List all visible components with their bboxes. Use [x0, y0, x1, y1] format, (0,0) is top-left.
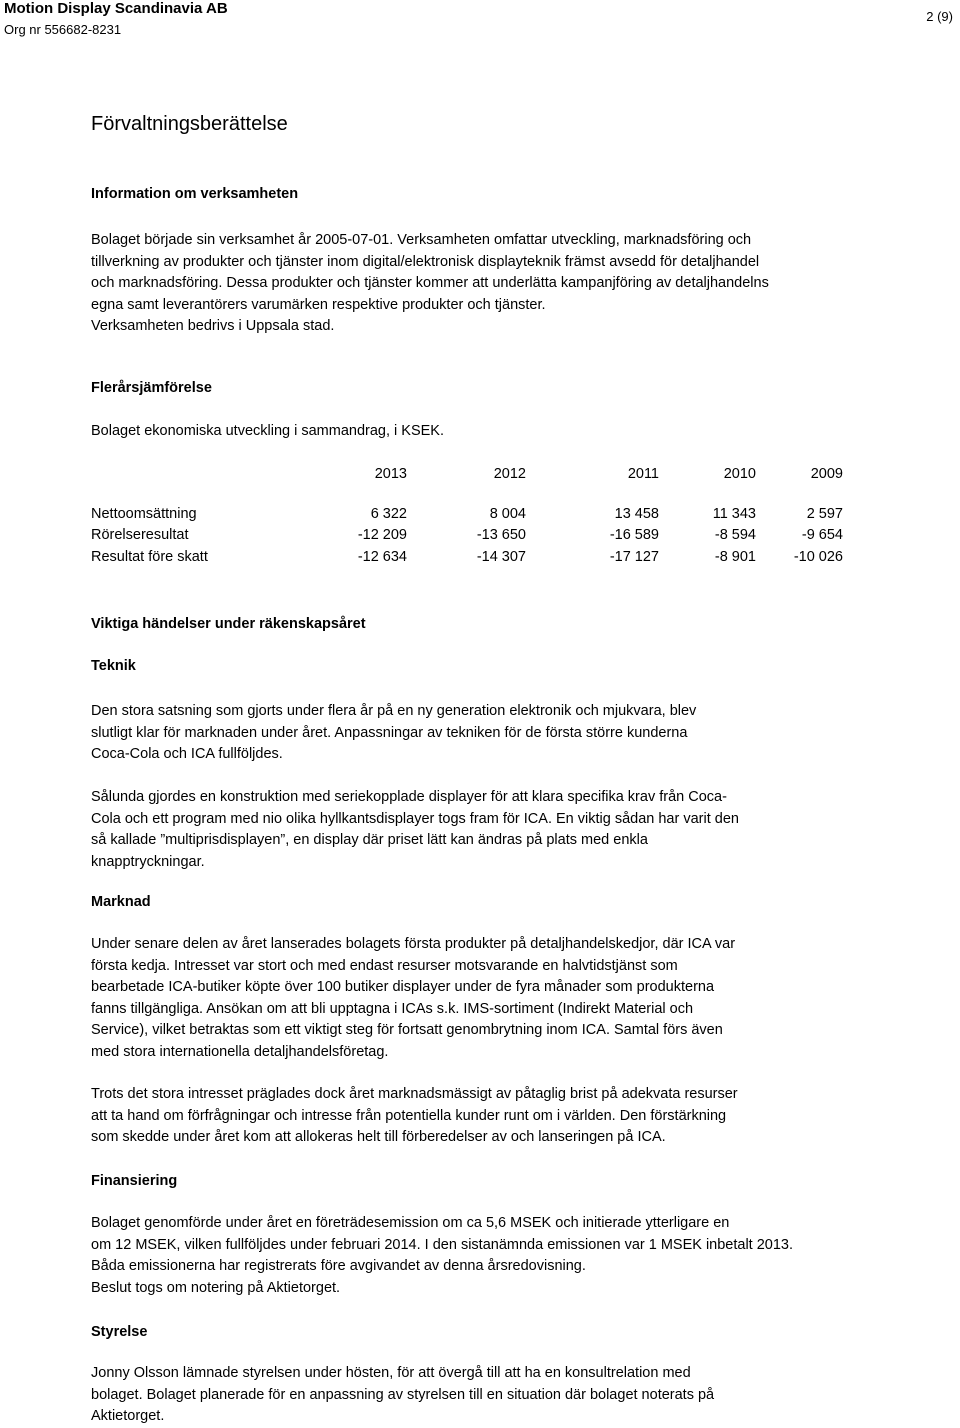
- table-cell: -17 127: [609, 548, 659, 565]
- table-cell: 2 597: [806, 505, 843, 522]
- text-line: att ta hand om förfrågningar och intresse från potentiella kunder runt om i världen. Den förstärkning: [91, 1107, 727, 1124]
- text-line: om 12 MSEK, vilken fullföljdes under februari 2014. I den sistanämnda emissionen var 1 MSEK inbetalt 2013.: [91, 1236, 794, 1253]
- text-line: slutligt klar för marknaden under året. Anpassningar av tekniken för de första större kunderna: [91, 724, 688, 741]
- text-line: första kedja. Intresset var stort och med endast resurser motsvarande en halvtidstjänst som: [91, 957, 678, 974]
- table-row: [91, 546, 843, 568]
- text-line: Aktietorget.: [91, 1408, 165, 1425]
- page-title: Förvaltningsberättelse: [91, 113, 288, 135]
- table-cell: 6 322: [370, 505, 407, 522]
- subheading-styrelse: Styrelse: [91, 1324, 148, 1340]
- year-header: 2010: [723, 466, 756, 482]
- styrelse-paragraph: [91, 1363, 714, 1428]
- row-label: Nettoomsättning: [91, 505, 197, 522]
- table-cell: -9 654: [801, 527, 843, 544]
- text-line: Bolaget ekonomiska utveckling i sammandrag, i KSEK.: [91, 423, 445, 439]
- table-cell: -14 307: [476, 548, 526, 565]
- text-line: Under senare delen av året lanserades bolagets första produkter på detaljhandelskedjor, där ICA var: [91, 936, 736, 952]
- text-line: egna samt leverantörers varumärken respektive produkter och tjänster.: [91, 296, 546, 313]
- text-line: Jonny Olsson lämnade styrelsen under hösten, för att övergå till att ha en konsultrelation med: [91, 1365, 691, 1381]
- table-cell: 8 004: [489, 505, 526, 522]
- text-line: knapptryckningar.: [91, 853, 205, 870]
- year-header: 2011: [627, 466, 659, 482]
- text-line: och marknadsföring. Dessa produkter och tjänster kommer att underlätta kampanjföring av detaljhandelns: [91, 275, 769, 292]
- finansiering-paragraph: [91, 1213, 793, 1299]
- text-line: Verksamheten bedrivs i Uppsala stad.: [91, 318, 335, 335]
- section-heading-flerars: Flerårsjämförelse: [91, 380, 212, 396]
- table-cell: -8 901: [714, 548, 756, 565]
- table-cell: -8 594: [714, 527, 756, 544]
- org-number: Org nr 556682-8231: [4, 22, 122, 37]
- year-header: 2009: [810, 466, 843, 482]
- teknik-paragraph-1: [91, 701, 696, 766]
- table-cell: -16 589: [609, 527, 659, 544]
- text-line: Cola och ett program med nio olika hyllkantsdisplayer togs fram för ICA. En viktig sådan har varit den: [91, 810, 739, 827]
- row-label: Resultat före skatt: [91, 548, 208, 565]
- text-line: Bolaget genomförde under året en företrädesemission om ca 5,6 MSEK och initierade ytterligare en: [91, 1215, 730, 1231]
- subheading-marknad: Marknad: [91, 894, 151, 910]
- text-line: Trots det stora intresset präglades dock året marknadsmässigt av påtaglig brist på adekvata resurser: [91, 1086, 738, 1102]
- text-line: Båda emissionerna har registrerats före avgivandet av denna årsredovisning.: [91, 1258, 586, 1275]
- text-line: som skedde under året kom att allokeras helt till förberedelser av och lanseringen på ICA.: [91, 1129, 666, 1146]
- text-line: Service), vilket betraktas som ett viktigt steg för fortsatt genombrytning inom ICA. Samtal förs även: [91, 1022, 723, 1039]
- text-line: så kallade ”multiprisdisplayen”, en display där priset lätt kan ändras på plats med enkla: [91, 832, 648, 849]
- teknik-paragraph-2: [91, 787, 739, 873]
- text-line: fanns tillgängliga. Ansökan om att bli upptagna i ICAs s.k. IMS-sortiment (Indirekt Material och: [91, 1000, 694, 1017]
- year-header: 2013: [374, 466, 407, 482]
- table-cell: -10 026: [793, 548, 843, 565]
- table-header-row: [91, 460, 843, 488]
- multi-year-table: [91, 460, 843, 568]
- table-row: [91, 525, 843, 547]
- table-cell: -12 634: [357, 548, 407, 565]
- information-paragraph: [91, 230, 769, 338]
- marknad-paragraph-1: [91, 934, 735, 1064]
- text-line: bolaget. Bolaget planerade för en anpassning av styrelsen till en situation där bolaget noterats på: [91, 1386, 715, 1403]
- text-line: Bolaget började sin verksamhet år 2005-07-01. Verksamheten omfattar utveckling, marknadsföring och: [91, 232, 752, 248]
- section-heading-information: Information om verksamheten: [91, 186, 299, 202]
- table-cell: 13 458: [614, 505, 659, 522]
- text-line: med stora internationella detaljhandelsföretag.: [91, 1043, 389, 1060]
- text-line: bearbetade ICA-butiker köpte över 100 butiker displayer under de fyra månader som produkterna: [91, 979, 715, 996]
- row-label: Rörelseresultat: [91, 527, 189, 544]
- company-name: Motion Display Scandinavia AB: [4, 0, 228, 17]
- text-line: Beslut togs om notering på Aktietorget.: [91, 1279, 341, 1296]
- marknad-paragraph-2: [91, 1084, 738, 1149]
- table-cell: -12 209: [357, 527, 407, 544]
- subheading-finansiering: Finansiering: [91, 1173, 178, 1189]
- text-line: Sålunda gjordes en konstruktion med seriekopplade displayer för att klara specifika krav från Coca-: [91, 789, 727, 805]
- text-line: tillverkning av produkter och tjänster inom digital/elektronisk displayteknik främst avsedd för detaljhandel: [91, 253, 760, 270]
- table-row: [91, 503, 843, 525]
- table-cell: 11 343: [712, 505, 756, 522]
- text-line: Coca-Cola och ICA fullföljdes.: [91, 746, 283, 763]
- subheading-teknik: Teknik: [91, 658, 136, 674]
- table-header-empty: [91, 460, 306, 488]
- flerars-intro: [91, 421, 444, 443]
- section-heading-viktiga: Viktiga händelser under räkenskapsåret: [91, 616, 366, 632]
- page-number: 2 (9): [926, 9, 953, 24]
- text-line: Den stora satsning som gjorts under flera år på en ny generation elektronik och mjukvara, blev: [91, 703, 697, 719]
- table-cell: -13 650: [476, 527, 526, 544]
- year-header: 2012: [493, 466, 526, 482]
